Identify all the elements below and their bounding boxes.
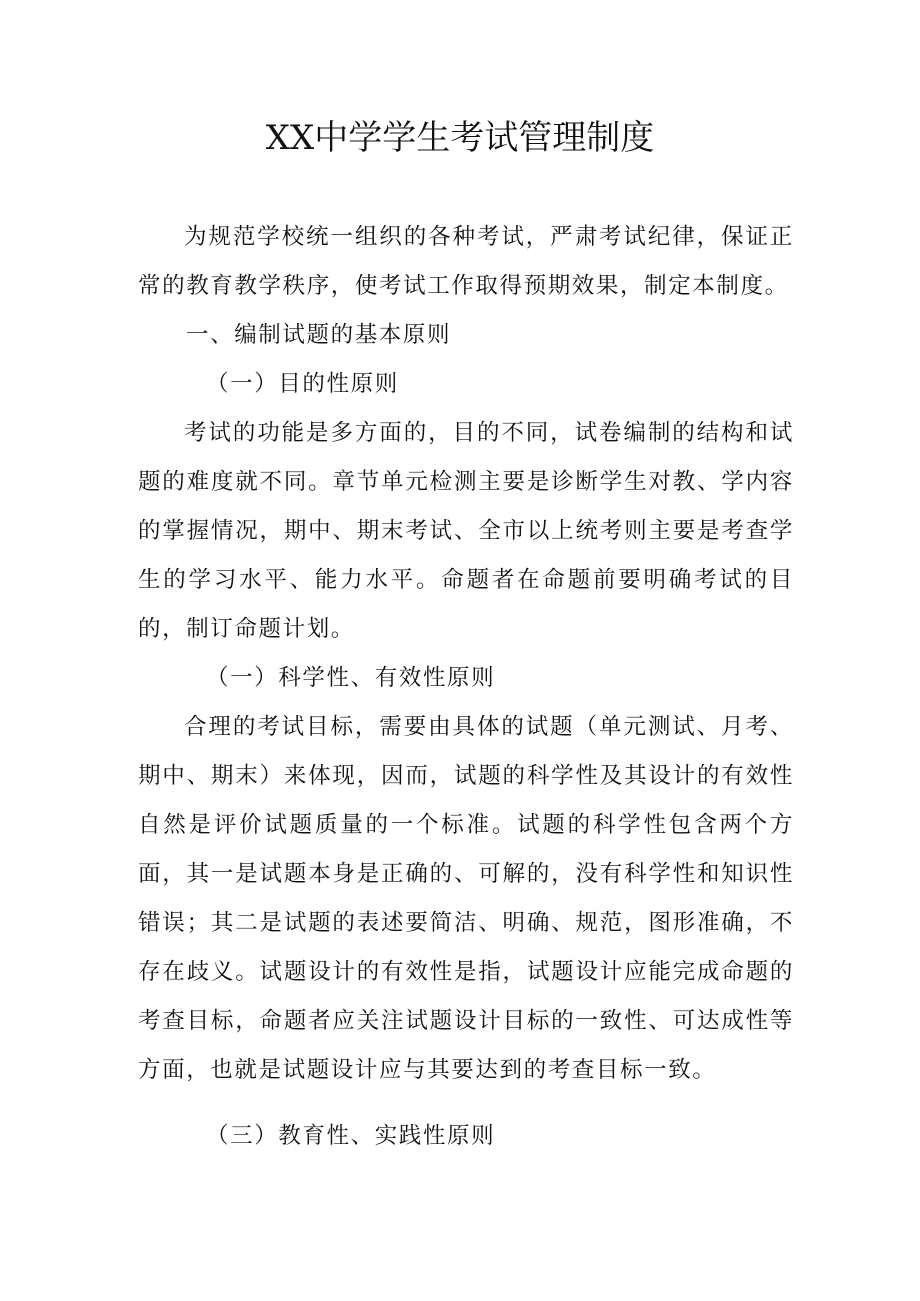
section-heading-1: 一、编制试题的基本原则 xyxy=(186,322,452,348)
subsection-body-2: 合理的考试目标，需要由具体的试题（单元测试、月考、期中、期末）来体现，因而，试题的科学性及其设计的有效性自然是评价试题质量的一个标准。试题的科学性包含两个方面，其一是试题本身是正确的、可解的，没有科学性和知识性错误；其二是试题的表述要简洁、明确、规范，图形准确，不存在歧义。试题设计的有效性是指，试题设计应能完成命题的考查目标，命题者应关注试题设计目标的一致性、可达成性等方面，也就是试题设计应与其要达到的考查目标一致。 xyxy=(138,714,794,1083)
document-title: XX中学学生考试管理制度 xyxy=(265,118,655,158)
subsection-heading-3: （三）教育性、实践性原则 xyxy=(206,1123,496,1149)
subsection-heading-2: （一）科学性、有效性原则 xyxy=(206,665,496,691)
subsection-body-1: 考试的功能是多方面的，目的不同，试卷编制的结构和试题的难度就不同。章节单元检测主要是诊断学生对教、学内容的掌握情况，期中、期末考试、全市以上统考则主要是考查学生的学习水平、能力水平。命题者在命题前要明确考试的目的，制订命题计划。 xyxy=(138,420,794,642)
subsection-heading-1: （一）目的性原则 xyxy=(206,371,399,397)
intro-paragraph: 为规范学校统一组织的各种考试，严肃考试纪律，保证正常的教育教学秩序，使考试工作取得预期效果，制定本制度。 xyxy=(138,224,794,299)
